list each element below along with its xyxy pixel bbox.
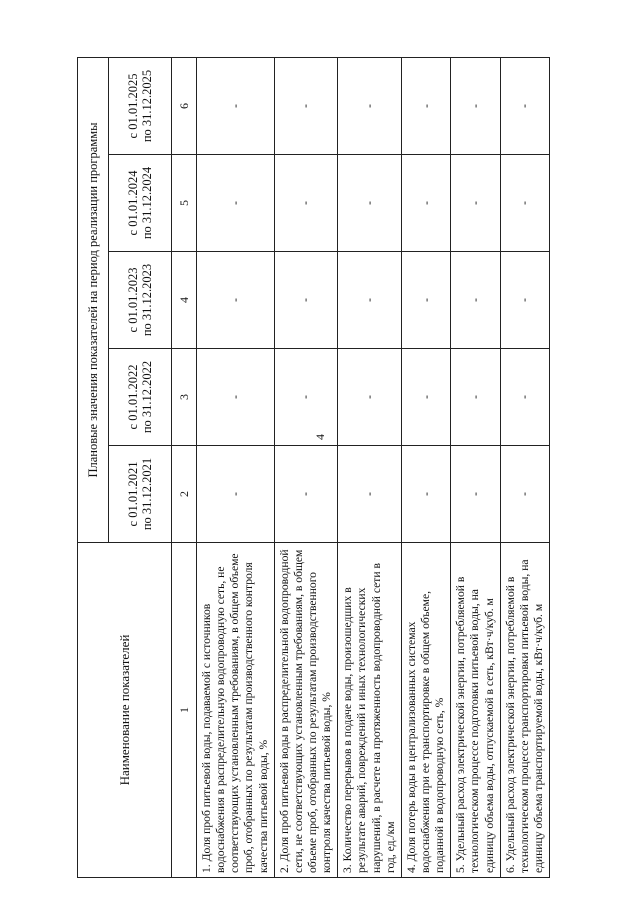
indicator-value: - [274,349,338,446]
period-end: по 31.12.2021 [140,457,154,531]
period-end: по 31.12.2024 [140,166,154,240]
indicator-value: - [451,57,500,154]
indicator-name: 4. Доля потерь воды в централизованных системах водоснабжения при ее транспортировке в общем объеме, поданной в водопроводную сеть, % [401,543,450,878]
indicator-value: - [401,446,450,543]
table-row [451,57,500,877]
period-end: по 31.12.2023 [140,263,154,337]
indicator-value: - [500,252,549,349]
indicator-value: - [274,57,338,154]
indicator-value: - [197,252,275,349]
column-number: 2 [172,446,197,543]
indicator-name: 5. Удельный расход электрической энергии, потребляемой в технологическом процессе подготовки питьевой воды, на единицу объема воды, отпускаемой в сеть, кВт·ч/куб. м [451,543,500,878]
indicator-value: - [338,349,402,446]
indicator-value: - [197,57,275,154]
indicator-value: - [274,155,338,252]
column-number: 3 [172,349,197,446]
indicator-value: - [197,446,275,543]
period-end: по 31.12.2022 [140,360,154,434]
column-number: 5 [172,155,197,252]
header-period [109,446,172,543]
table-row [500,57,549,877]
indicator-value: - [451,349,500,446]
indicator-value: - [197,349,275,446]
page-number: 4 [313,434,327,440]
indicator-value: - [401,155,450,252]
indicators-table [77,57,550,878]
header-period [109,57,172,154]
indicator-name: 2. Доля проб питьевой воды в распределительной водопроводной сети, не соответствующих установленным требованиям, в общем объеме проб, отобранных по результатам производственного контроля качества питьевой воды, % [274,543,338,878]
indicator-value: - [338,446,402,543]
column-number: 6 [172,57,197,154]
period-start: с 01.01.2025 [125,73,140,139]
indicator-value: - [401,349,450,446]
indicator-value: - [451,446,500,543]
indicator-value: - [500,349,549,446]
indicator-value: - [338,57,402,154]
indicator-value: - [500,446,549,543]
indicator-value: - [274,446,338,543]
indicator-value: - [401,57,450,154]
table-row [338,57,402,877]
indicator-value: - [500,57,549,154]
table-row [197,57,275,877]
period-end: по 31.12.2025 [140,69,154,143]
indicator-value: - [451,252,500,349]
indicator-value: - [500,155,549,252]
indicator-value: - [338,155,402,252]
indicator-value: - [197,155,275,252]
rotated-table-container [77,58,547,878]
period-start: с 01.01.2022 [125,364,140,430]
indicator-name: 6. Удельный расход электрической энергии, потребляемой в технологическом процессе транспортировки питьевой воды, на единицу объема транспортируемой воды, кВт·ч/куб. м [500,543,549,878]
column-number: 4 [172,252,197,349]
table-row [401,57,450,877]
header-indicator-name: Наименование показателей [78,543,172,878]
header-period [109,349,172,446]
period-start: с 01.01.2023 [125,267,140,333]
period-start: с 01.01.2021 [125,461,140,527]
column-number: 1 [172,543,197,878]
indicator-value: - [401,252,450,349]
indicator-name: 1. Доля проб питьевой воды, подаваемой с источников водоснабжения в распределительную водопроводную сеть, не соответствующих установленным требованиям, в общем объеме проб, отобранных по результатам производственного контроля качества питьевой воды, % [197,543,275,878]
header-row-1 [78,57,109,877]
header-planned-values: Плановые значения показателей на период реализации программы [78,57,109,542]
header-row-numbers [172,57,197,877]
indicator-value: - [274,252,338,349]
table-row [274,57,338,877]
indicator-value: - [451,155,500,252]
header-period [109,155,172,252]
header-period [109,252,172,349]
indicator-value: - [338,252,402,349]
period-start: с 01.01.2024 [125,170,140,236]
indicator-name: 3. Количество перерывов в подаче воды, произошедших в результате аварий, повреждений и иных технологических нарушений, в расчете на протяженность водопроводной сети в год, ед./км [338,543,402,878]
